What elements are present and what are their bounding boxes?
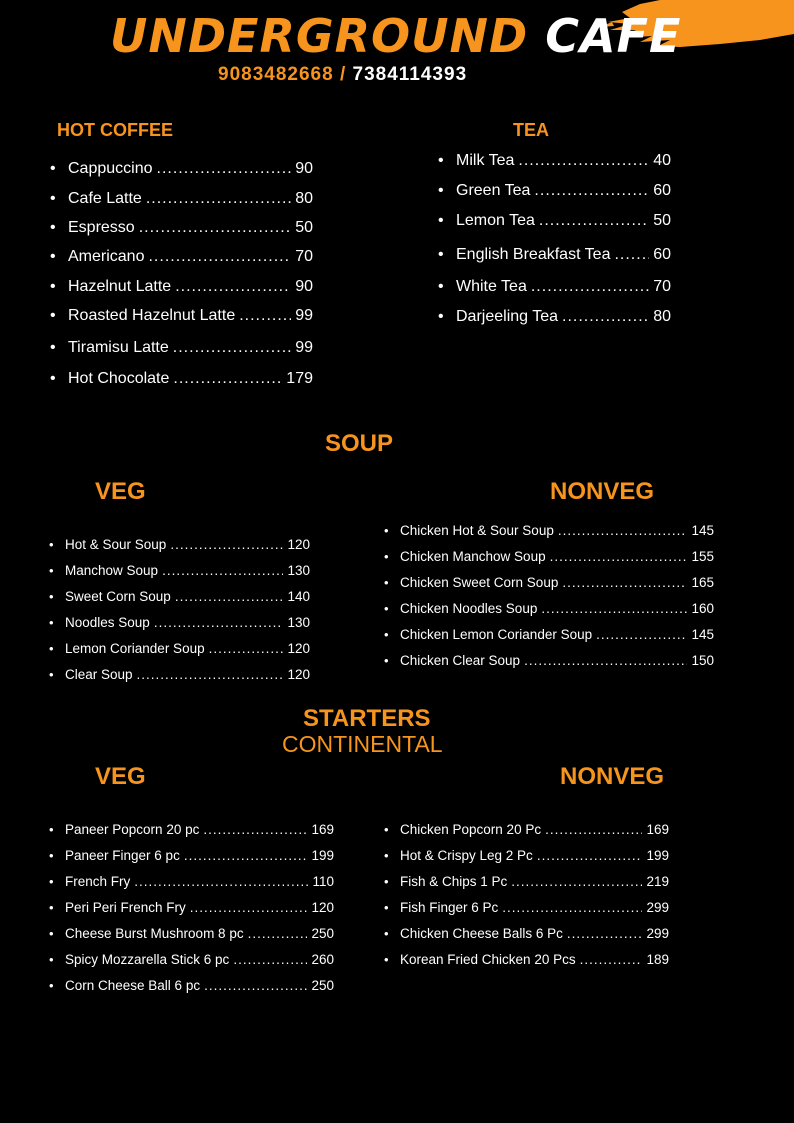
item-name: Fish Finger 6 Pc bbox=[400, 900, 499, 915]
bullet-icon: • bbox=[384, 900, 389, 915]
item-name: Chicken Lemon Coriander Soup bbox=[400, 627, 593, 642]
dot-leader bbox=[190, 900, 308, 915]
dot-leader bbox=[550, 549, 688, 564]
dot-leader bbox=[614, 246, 649, 264]
item-name: Milk Tea bbox=[456, 152, 515, 169]
menu-item bbox=[438, 180, 671, 200]
bullet-icon: • bbox=[49, 900, 54, 915]
bullet-icon: • bbox=[50, 278, 56, 295]
dot-leader bbox=[562, 308, 649, 326]
bullet-icon: • bbox=[49, 874, 54, 889]
item-price: 120 bbox=[311, 900, 334, 915]
item-name: Hot Chocolate bbox=[68, 370, 170, 387]
item-name: Spicy Mozzarella Stick 6 pc bbox=[65, 952, 230, 967]
bullet-icon: • bbox=[384, 653, 389, 668]
bullet-icon: • bbox=[438, 182, 444, 199]
dot-leader bbox=[596, 627, 687, 642]
phone-2: 7384114393 bbox=[352, 64, 468, 85]
item-name: Clear Soup bbox=[65, 667, 133, 682]
dot-leader bbox=[203, 822, 307, 837]
item-price: 169 bbox=[646, 822, 669, 837]
bullet-icon: • bbox=[384, 874, 389, 889]
bullet-icon: • bbox=[438, 212, 444, 229]
menu-item bbox=[50, 158, 313, 178]
item-price: 150 bbox=[691, 653, 714, 668]
item-price: 70 bbox=[653, 278, 671, 295]
dot-leader bbox=[524, 653, 687, 668]
menu-item bbox=[384, 820, 669, 837]
item-price: 80 bbox=[295, 190, 313, 207]
dot-leader bbox=[539, 212, 649, 230]
tea-heading: TEA bbox=[513, 120, 549, 140]
item-name: French Fry bbox=[65, 874, 131, 889]
bullet-icon: • bbox=[438, 308, 444, 325]
menu-item bbox=[49, 665, 310, 682]
item-price: 169 bbox=[311, 822, 334, 837]
starters-subtitle: CONTINENTAL bbox=[282, 731, 443, 757]
phone-numbers bbox=[218, 64, 467, 86]
item-name: Manchow Soup bbox=[65, 563, 159, 578]
starters-veg-heading: VEG bbox=[95, 763, 146, 790]
dot-leader bbox=[173, 370, 282, 388]
bullet-icon: • bbox=[384, 822, 389, 837]
item-price: 80 bbox=[653, 308, 671, 325]
bullet-icon: • bbox=[384, 601, 389, 616]
bullet-icon: • bbox=[49, 641, 54, 656]
bullet-icon: • bbox=[384, 952, 389, 967]
bullet-icon: • bbox=[50, 370, 56, 387]
dot-leader bbox=[580, 952, 643, 967]
phone-1: 9083482668 / bbox=[218, 64, 347, 85]
dot-leader bbox=[170, 537, 283, 552]
title-cafe: CAFE bbox=[545, 9, 682, 63]
item-price: 199 bbox=[311, 848, 334, 863]
item-name: Chicken Clear Soup bbox=[400, 653, 521, 668]
menu-item bbox=[49, 924, 334, 941]
item-price: 99 bbox=[295, 307, 313, 324]
menu-item bbox=[50, 246, 313, 266]
item-price: 110 bbox=[312, 874, 334, 889]
item-name: Fish & Chips 1 Pc bbox=[400, 874, 508, 889]
menu-item bbox=[50, 276, 313, 296]
dot-leader bbox=[184, 848, 308, 863]
dot-leader bbox=[239, 307, 291, 325]
item-price: 40 bbox=[653, 152, 671, 169]
item-price: 199 bbox=[646, 848, 669, 863]
item-name: Hazelnut Latte bbox=[68, 278, 172, 295]
bullet-icon: • bbox=[49, 978, 54, 993]
item-price: 160 bbox=[691, 601, 714, 616]
item-price: 189 bbox=[646, 952, 669, 967]
bullet-icon: • bbox=[384, 848, 389, 863]
bullet-icon: • bbox=[49, 537, 54, 552]
item-name: Paneer Finger 6 pc bbox=[65, 848, 180, 863]
menu-item bbox=[49, 820, 334, 837]
dot-leader bbox=[175, 278, 291, 296]
item-name: Tiramisu Latte bbox=[68, 339, 169, 356]
soup-veg-heading: VEG bbox=[95, 478, 146, 505]
bullet-icon: • bbox=[49, 926, 54, 941]
menu-item bbox=[384, 573, 714, 590]
dot-leader bbox=[518, 152, 649, 170]
dot-leader bbox=[558, 523, 688, 538]
menu-item bbox=[384, 924, 669, 941]
menu-item bbox=[438, 210, 671, 230]
starters-heading: STARTERS bbox=[303, 705, 431, 732]
dot-leader bbox=[139, 219, 292, 237]
bullet-icon: • bbox=[50, 339, 56, 356]
menu-item bbox=[49, 535, 310, 552]
item-name: Corn Cheese Ball 6 pc bbox=[65, 978, 201, 993]
item-price: 70 bbox=[295, 248, 313, 265]
item-price: 99 bbox=[295, 339, 313, 356]
dot-leader bbox=[134, 874, 308, 889]
item-price: 299 bbox=[646, 900, 669, 915]
menu-item bbox=[49, 846, 334, 863]
dot-leader bbox=[162, 563, 283, 578]
item-name: White Tea bbox=[456, 278, 527, 295]
item-price: 250 bbox=[311, 926, 334, 941]
item-price: 90 bbox=[295, 160, 313, 177]
item-name: Chicken Sweet Corn Soup bbox=[400, 575, 559, 590]
bullet-icon: • bbox=[50, 307, 56, 324]
item-name: Peri Peri French Fry bbox=[65, 900, 186, 915]
menu-item bbox=[49, 872, 334, 889]
menu-item bbox=[384, 872, 669, 889]
item-price: 120 bbox=[287, 667, 310, 682]
bullet-icon: • bbox=[384, 549, 389, 564]
bullet-icon: • bbox=[50, 190, 56, 207]
item-price: 145 bbox=[691, 523, 714, 538]
bullet-icon: • bbox=[438, 278, 444, 295]
bullet-icon: • bbox=[49, 615, 54, 630]
bullet-icon: • bbox=[384, 926, 389, 941]
item-price: 60 bbox=[653, 182, 671, 199]
hot-coffee-heading: HOT COFFEE bbox=[57, 120, 173, 140]
item-name: Lemon Tea bbox=[456, 212, 535, 229]
title-underground: UNDERGROUND bbox=[110, 9, 529, 63]
item-price: 120 bbox=[287, 537, 310, 552]
menu-item bbox=[50, 188, 313, 208]
item-name: Korean Fried Chicken 20 Pcs bbox=[400, 952, 576, 967]
item-name: Espresso bbox=[68, 219, 135, 236]
dot-leader bbox=[204, 978, 307, 993]
item-name: Chicken Hot & Sour Soup bbox=[400, 523, 554, 538]
dot-leader bbox=[502, 900, 642, 915]
item-price: 90 bbox=[295, 278, 313, 295]
menu-item bbox=[50, 337, 313, 357]
menu-item bbox=[438, 244, 671, 264]
bullet-icon: • bbox=[384, 523, 389, 538]
menu-item bbox=[384, 521, 714, 538]
item-name: Green Tea bbox=[456, 182, 531, 199]
item-price: 299 bbox=[646, 926, 669, 941]
item-price: 120 bbox=[287, 641, 310, 656]
bullet-icon: • bbox=[50, 219, 56, 236]
dot-leader bbox=[541, 601, 687, 616]
item-price: 250 bbox=[311, 978, 334, 993]
bullet-icon: • bbox=[49, 952, 54, 967]
dot-leader bbox=[148, 248, 291, 266]
dot-leader bbox=[545, 822, 642, 837]
dot-leader bbox=[511, 874, 642, 889]
item-name: English Breakfast Tea bbox=[456, 246, 611, 263]
bullet-icon: • bbox=[50, 248, 56, 265]
item-name: Cheese Burst Mushroom 8 pc bbox=[65, 926, 244, 941]
item-name: Cappuccino bbox=[68, 160, 153, 177]
bullet-icon: • bbox=[49, 589, 54, 604]
bullet-icon: • bbox=[384, 575, 389, 590]
item-name: Chicken Popcorn 20 Pc bbox=[400, 822, 542, 837]
item-price: 145 bbox=[691, 627, 714, 642]
item-price: 130 bbox=[287, 563, 310, 578]
item-price: 165 bbox=[691, 575, 714, 590]
bullet-icon: • bbox=[49, 563, 54, 578]
item-name: Chicken Noodles Soup bbox=[400, 601, 538, 616]
menu-item bbox=[384, 651, 714, 668]
bullet-icon: • bbox=[438, 246, 444, 263]
menu-item bbox=[49, 613, 310, 630]
item-name: Chicken Manchow Soup bbox=[400, 549, 546, 564]
bullet-icon: • bbox=[384, 627, 389, 642]
menu-item bbox=[438, 150, 671, 170]
menu-item bbox=[438, 306, 671, 326]
item-price: 60 bbox=[653, 246, 671, 263]
item-name: Hot & Crispy Leg 2 Pc bbox=[400, 848, 533, 863]
dot-leader bbox=[146, 190, 291, 208]
dot-leader bbox=[175, 589, 284, 604]
item-price: 140 bbox=[287, 589, 310, 604]
menu-item bbox=[384, 846, 669, 863]
menu-item bbox=[49, 561, 310, 578]
dot-leader bbox=[531, 278, 649, 296]
bullet-icon: • bbox=[49, 848, 54, 863]
soup-heading: SOUP bbox=[325, 430, 394, 457]
menu-item bbox=[49, 639, 310, 656]
bullet-icon: • bbox=[49, 822, 54, 837]
item-price: 50 bbox=[295, 219, 313, 236]
dot-leader bbox=[137, 667, 284, 682]
item-name: Americano bbox=[68, 248, 145, 265]
cafe-title bbox=[110, 6, 681, 66]
menu-item bbox=[384, 625, 714, 642]
item-price: 260 bbox=[311, 952, 334, 967]
item-name: Chicken Cheese Balls 6 Pc bbox=[400, 926, 563, 941]
starters-nonveg-heading: NONVEG bbox=[560, 763, 665, 790]
item-name: Darjeeling Tea bbox=[456, 308, 558, 325]
dot-leader bbox=[534, 182, 649, 200]
soup-nonveg-heading: NONVEG bbox=[550, 478, 655, 505]
bullet-icon: • bbox=[50, 160, 56, 177]
menu-item bbox=[384, 950, 669, 967]
bullet-icon: • bbox=[438, 152, 444, 169]
item-name: Hot & Sour Soup bbox=[65, 537, 167, 552]
dot-leader bbox=[537, 848, 643, 863]
dot-leader bbox=[173, 339, 291, 357]
item-price: 50 bbox=[653, 212, 671, 229]
menu-item bbox=[49, 587, 310, 604]
item-name: Noodles Soup bbox=[65, 615, 150, 630]
item-price: 179 bbox=[286, 370, 313, 387]
item-name: Sweet Corn Soup bbox=[65, 589, 171, 604]
item-name: Lemon Coriander Soup bbox=[65, 641, 205, 656]
item-price: 130 bbox=[287, 615, 310, 630]
item-name: Cafe Latte bbox=[68, 190, 142, 207]
dot-leader bbox=[233, 952, 307, 967]
dot-leader bbox=[562, 575, 687, 590]
item-price: 155 bbox=[691, 549, 714, 564]
dot-leader bbox=[567, 926, 643, 941]
item-name: Roasted Hazelnut Latte bbox=[68, 307, 236, 324]
menu-item bbox=[50, 305, 313, 325]
menu-item bbox=[384, 898, 669, 915]
dot-leader bbox=[209, 641, 284, 656]
menu-item bbox=[49, 950, 334, 967]
bullet-icon: • bbox=[49, 667, 54, 682]
item-name: Paneer Popcorn 20 pc bbox=[65, 822, 200, 837]
menu-item bbox=[384, 599, 714, 616]
menu-item bbox=[384, 547, 714, 564]
menu-item bbox=[438, 276, 671, 296]
menu-item bbox=[50, 217, 313, 237]
menu-item bbox=[50, 368, 313, 388]
item-price: 219 bbox=[646, 874, 669, 889]
menu-item bbox=[49, 898, 334, 915]
dot-leader bbox=[154, 615, 284, 630]
dot-leader bbox=[157, 160, 292, 178]
menu-item bbox=[49, 976, 334, 993]
dot-leader bbox=[248, 926, 308, 941]
